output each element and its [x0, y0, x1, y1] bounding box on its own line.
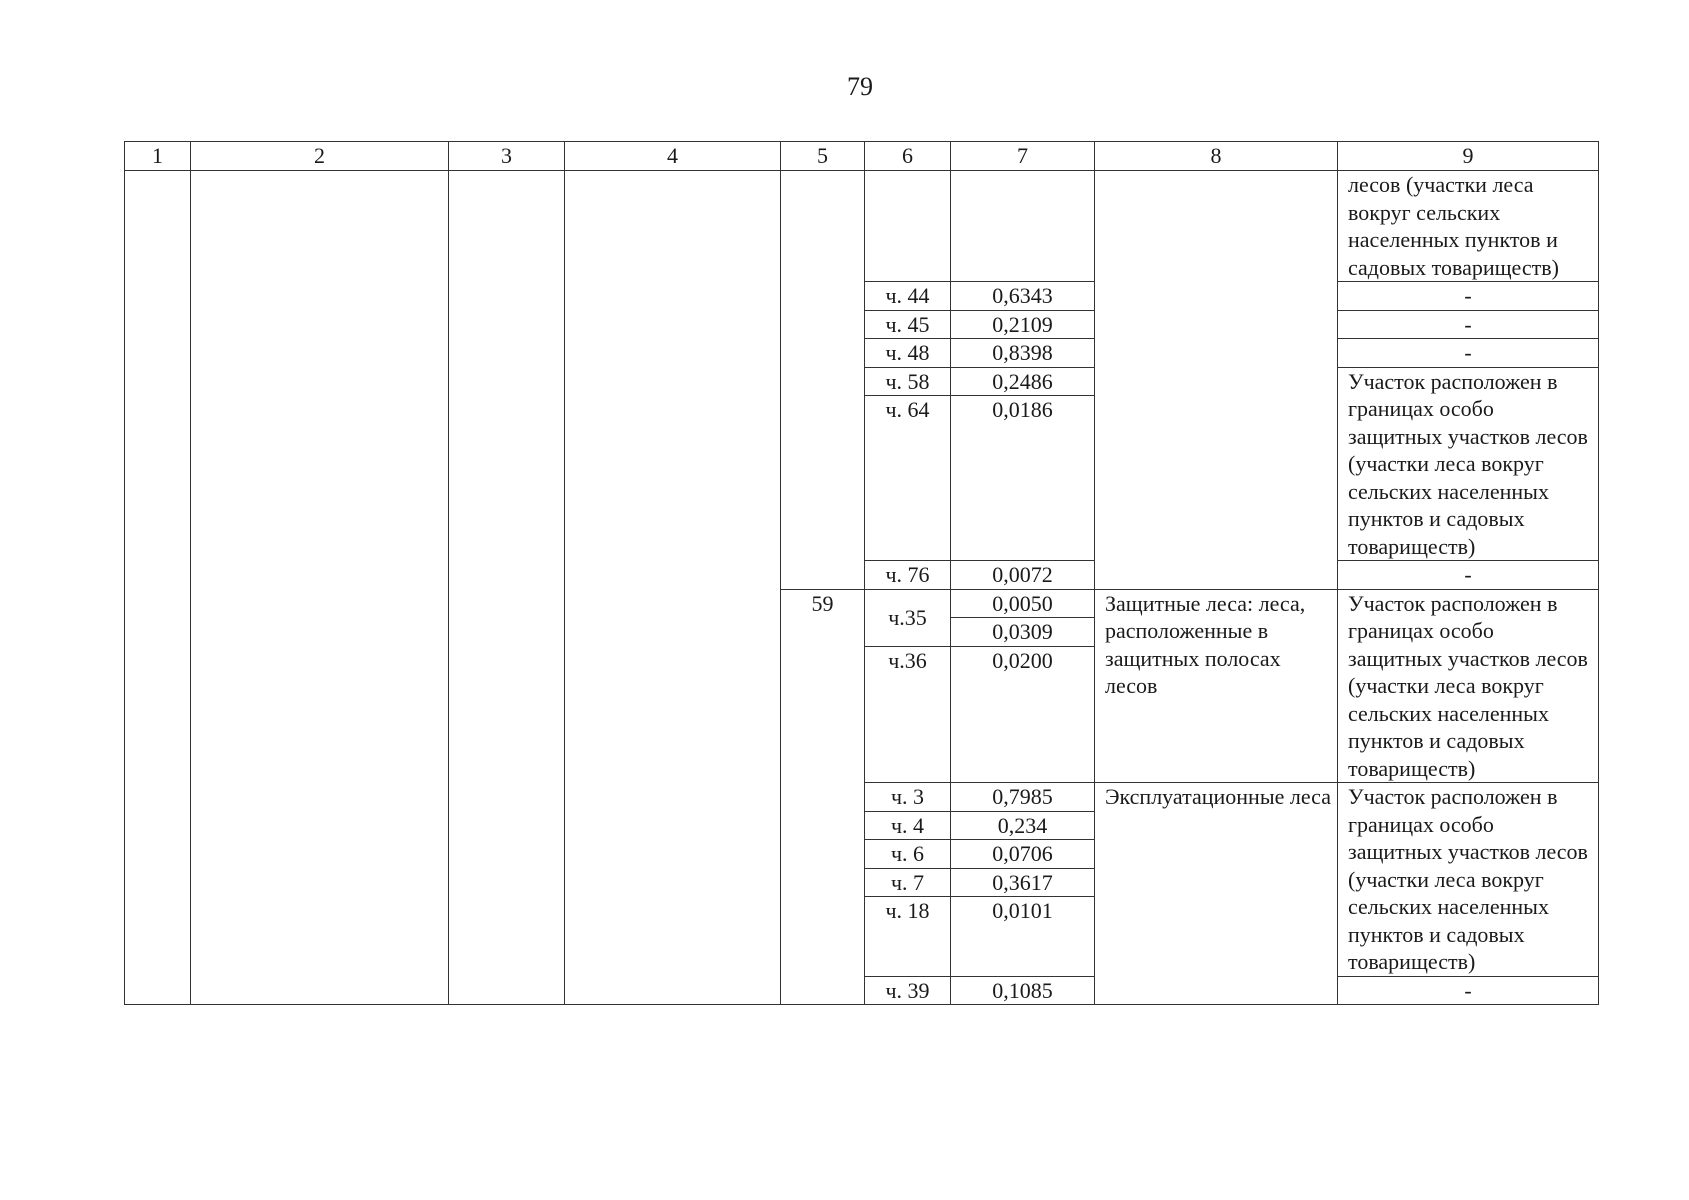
cell-col-9: Участок расположен в границах особо защитных участков лесов (участки леса вокруг сельских населенных пунктов и садовых товариществ): [1338, 367, 1599, 561]
cell-col-7: 0,0186: [951, 396, 1095, 561]
cell-col-9: Участок расположен в границах особо защитных участков лесов (участки леса вокруг сельских населенных пунктов и садовых товариществ): [1338, 783, 1599, 977]
cell-col-8: [1095, 171, 1338, 590]
cell-col-7: 0,7985: [951, 783, 1095, 812]
cell-col-6: ч. 44: [865, 282, 951, 311]
cell-col-7: 0,2486: [951, 367, 1095, 396]
cell-col-9: Участок расположен в границах особо защитных участков лесов (участки леса вокруг сельских населенных пунктов и садовых товариществ): [1338, 589, 1599, 783]
cell-col-7: 0,0309: [951, 618, 1095, 647]
cell-col-9: лесов (участки леса вокруг сельских населенных пунктов и садовых товариществ): [1338, 171, 1599, 282]
cell-col-6: [865, 171, 951, 282]
cell-col-6: ч. 3: [865, 783, 951, 812]
cell-col-7: 0,2109: [951, 310, 1095, 339]
cell-col-6: ч. 4: [865, 811, 951, 840]
header-col-1: 1: [125, 142, 191, 171]
cell-col-7: 0,0050: [951, 589, 1095, 618]
cell-col-4: [565, 171, 781, 1005]
cell-col-8: Защитные леса: леса, расположенные в защитных полосах лесов: [1095, 589, 1338, 783]
cell-col-7: 0,1085: [951, 976, 1095, 1005]
cell-col-7: 0,6343: [951, 282, 1095, 311]
cell-col-6: ч. 48: [865, 339, 951, 368]
cell-col-7: [951, 171, 1095, 282]
cell-col-3: [449, 171, 565, 1005]
cell-col-6: ч. 6: [865, 840, 951, 869]
page-number: 79: [847, 72, 873, 101]
cell-col-7: 0,0200: [951, 646, 1095, 782]
cell-col-7: 0,0101: [951, 897, 1095, 976]
cell-col-6: ч. 45: [865, 310, 951, 339]
cell-col-7: 0,0072: [951, 561, 1095, 590]
cell-col-9: -: [1338, 976, 1599, 1005]
cell-col-2: [191, 171, 449, 1005]
cell-col-6: ч. 39: [865, 976, 951, 1005]
cell-col-6: ч. 76: [865, 561, 951, 590]
cell-col-8: Эксплуатационные леса: [1095, 783, 1338, 1005]
cell-col-9: -: [1338, 310, 1599, 339]
cell-col-9: -: [1338, 339, 1599, 368]
header-col-7: 7: [951, 142, 1095, 171]
cell-col-1: [125, 171, 191, 1005]
header-col-6: 6: [865, 142, 951, 171]
cell-col-6: ч.36: [865, 646, 951, 782]
cell-col-6: ч. 7: [865, 868, 951, 897]
header-col-2: 2: [191, 142, 449, 171]
header-col-5: 5: [781, 142, 865, 171]
table-row: [125, 171, 1599, 282]
cell-col-9: -: [1338, 561, 1599, 590]
cell-col-7: 0,0706: [951, 840, 1095, 869]
header-col-8: 8: [1095, 142, 1338, 171]
cell-col-6: ч. 18: [865, 897, 951, 976]
cell-col-6: ч. 64: [865, 396, 951, 561]
cell-col-7: 0,8398: [951, 339, 1095, 368]
header-col-3: 3: [449, 142, 565, 171]
header-row: [125, 142, 1599, 171]
cell-col-6: ч. 58: [865, 367, 951, 396]
cell-col-6: ч.35: [865, 589, 951, 646]
cell-col-5: [781, 171, 865, 590]
cell-col-9: -: [1338, 282, 1599, 311]
cell-col-7: 0,3617: [951, 868, 1095, 897]
forest-plots-table: [124, 141, 1599, 1005]
cell-col-7: 0,234: [951, 811, 1095, 840]
header-col-9: 9: [1338, 142, 1599, 171]
header-col-4: 4: [565, 142, 781, 171]
cell-col-5: 59: [781, 589, 865, 1005]
